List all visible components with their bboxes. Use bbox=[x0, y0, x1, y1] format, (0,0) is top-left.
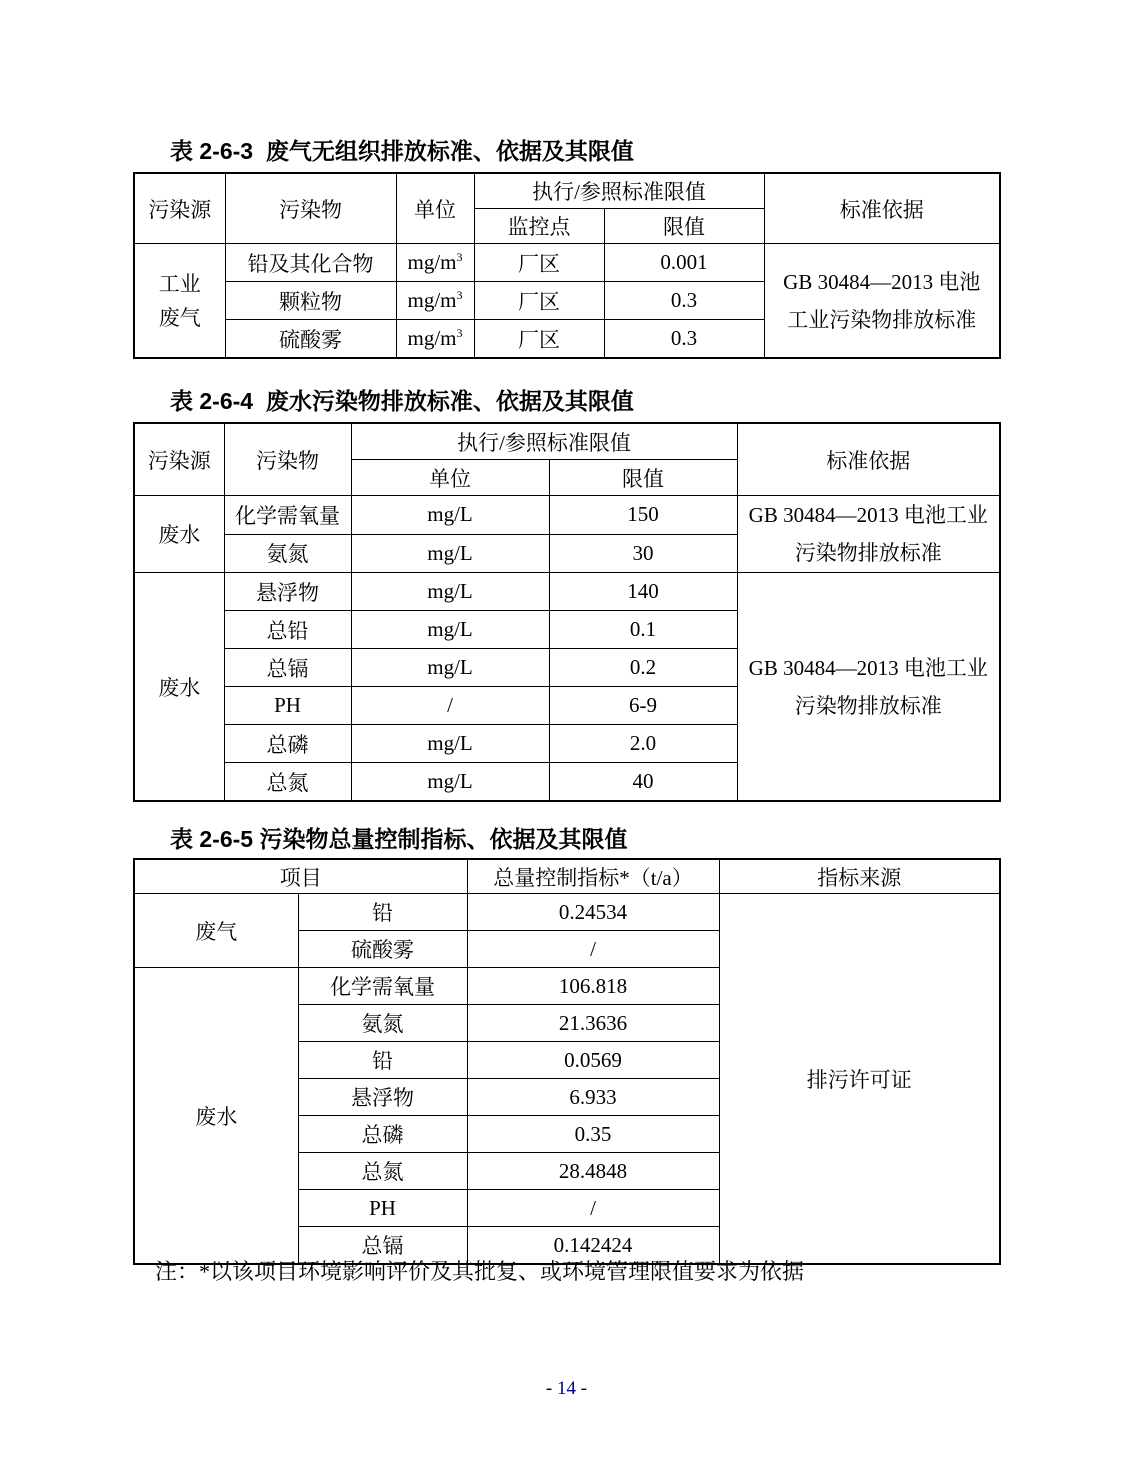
cell-limit: 30 bbox=[549, 534, 737, 573]
cell-pollutant: 总铅 bbox=[224, 611, 351, 649]
cell-pollutant: 悬浮物 bbox=[224, 573, 351, 611]
cell-pollutant: 氨氮 bbox=[224, 534, 351, 573]
cell-item: PH bbox=[298, 1190, 467, 1227]
basis-line: 工业污染物排放标准 bbox=[787, 307, 977, 332]
cell-item: 化学需氧量 bbox=[298, 968, 467, 1005]
cell-unit: mg/L bbox=[351, 534, 549, 573]
cell-pollutant: 颗粒物 bbox=[225, 282, 396, 320]
cell-pollutant: 总磷 bbox=[224, 725, 351, 763]
table-2-6-3-title: 表 2-6-3 废气无组织排放标准、依据及其限值 bbox=[170, 138, 634, 164]
table-2-6-3 bbox=[133, 172, 1001, 359]
unit-base: mg/m bbox=[407, 250, 457, 274]
cell-value: 0.35 bbox=[467, 1116, 719, 1153]
cell-unit bbox=[396, 320, 474, 359]
cell-unit: mg/L bbox=[351, 763, 549, 802]
cell-item: 铅 bbox=[298, 1042, 467, 1079]
header-basis: 标准依据 bbox=[737, 423, 1000, 496]
unit-superscript: 3 bbox=[456, 288, 463, 302]
unit-base: mg/m bbox=[407, 326, 457, 350]
header-limit-group: 执行/参照标准限值 bbox=[351, 423, 737, 460]
basis-line: GB 30484—2013 电池工业 bbox=[748, 655, 988, 680]
unit-superscript: 3 bbox=[456, 326, 463, 340]
header-monitor-point: 监控点 bbox=[474, 209, 604, 244]
cell-limit: 140 bbox=[549, 573, 737, 611]
header-basis: 标准依据 bbox=[764, 173, 1000, 244]
cell-unit: mg/L bbox=[351, 649, 549, 687]
header-limit-group: 执行/参照标准限值 bbox=[474, 173, 764, 209]
table-row bbox=[134, 894, 1000, 931]
cell-pollution-source: 废水 bbox=[134, 573, 224, 802]
unit-superscript: 3 bbox=[456, 250, 463, 264]
cell-limit: 0.1 bbox=[549, 611, 737, 649]
cell-pollution-source bbox=[134, 244, 225, 359]
cell-item: 氨氮 bbox=[298, 1005, 467, 1042]
table-header-row bbox=[134, 859, 1000, 894]
cell-value: 0.0569 bbox=[467, 1042, 719, 1079]
cell-pollutant: PH bbox=[224, 687, 351, 725]
source-line: 废气 bbox=[158, 305, 201, 330]
header-limit: 限值 bbox=[549, 460, 737, 496]
header-pollutant: 污染物 bbox=[224, 423, 351, 496]
table-row bbox=[134, 573, 1000, 611]
cell-item: 铅 bbox=[298, 894, 467, 931]
table-2-6-5 bbox=[133, 858, 1001, 1265]
header-pollution-source: 污染源 bbox=[134, 173, 225, 244]
cell-limit: 0.3 bbox=[604, 282, 764, 320]
header-pollution-source: 污染源 bbox=[134, 423, 224, 496]
cell-monitor-point: 厂区 bbox=[474, 244, 604, 282]
cell-value: 0.142424 bbox=[467, 1227, 719, 1265]
cell-item: 悬浮物 bbox=[298, 1079, 467, 1116]
cell-limit: 6-9 bbox=[549, 687, 737, 725]
cell-limit: 2.0 bbox=[549, 725, 737, 763]
table-2-6-4-title: 表 2-6-4 废水污染物排放标准、依据及其限值 bbox=[170, 388, 634, 414]
cell-pollution-source: 废水 bbox=[134, 496, 224, 573]
cell-pollutant: 总镉 bbox=[224, 649, 351, 687]
unit-base: mg/m bbox=[407, 288, 457, 312]
cell-category: 废水 bbox=[134, 968, 298, 1265]
cell-value: / bbox=[467, 931, 719, 968]
cell-item: 总镉 bbox=[298, 1227, 467, 1265]
header-indicator-source: 指标来源 bbox=[719, 859, 1000, 894]
header-pollutant: 污染物 bbox=[225, 173, 396, 244]
cell-value: / bbox=[467, 1190, 719, 1227]
basis-line: 污染物排放标准 bbox=[794, 541, 942, 565]
cell-value: 6.933 bbox=[467, 1079, 719, 1116]
cell-monitor-point: 厂区 bbox=[474, 282, 604, 320]
table-note: 注：*以该项目环境影响评价及其批复、或环境管理限值要求为依据 bbox=[155, 1259, 805, 1284]
cell-unit: / bbox=[351, 687, 549, 725]
cell-monitor-point: 厂区 bbox=[474, 320, 604, 359]
cell-item: 总磷 bbox=[298, 1116, 467, 1153]
page-number bbox=[0, 1378, 1133, 1400]
cell-standard-basis bbox=[737, 573, 1000, 802]
cell-value: 28.4848 bbox=[467, 1153, 719, 1190]
cell-unit: mg/L bbox=[351, 573, 549, 611]
cell-standard-basis bbox=[764, 244, 1000, 359]
header-item: 项目 bbox=[134, 859, 467, 894]
cell-unit bbox=[396, 244, 474, 282]
cell-indicator-source: 排污许可证 bbox=[719, 894, 1000, 1265]
cell-pollutant: 总氮 bbox=[224, 763, 351, 802]
header-unit: 单位 bbox=[351, 460, 549, 496]
basis-line: GB 30484—2013 电池工业 bbox=[748, 503, 988, 527]
cell-limit: 150 bbox=[549, 496, 737, 535]
cell-unit bbox=[396, 282, 474, 320]
cell-pollutant: 化学需氧量 bbox=[224, 496, 351, 535]
cell-pollutant: 硫酸雾 bbox=[225, 320, 396, 359]
cell-limit: 40 bbox=[549, 763, 737, 802]
page-number-dash: - bbox=[576, 1378, 588, 1399]
page-number-value: 14 bbox=[557, 1378, 576, 1399]
cell-item: 硫酸雾 bbox=[298, 931, 467, 968]
cell-limit: 0.001 bbox=[604, 244, 764, 282]
cell-value: 21.3636 bbox=[467, 1005, 719, 1042]
table-2-6-5-title: 表 2-6-5 污染物总量控制指标、依据及其限值 bbox=[170, 826, 628, 852]
cell-unit: mg/L bbox=[351, 725, 549, 763]
cell-value: 0.24534 bbox=[467, 894, 719, 931]
table-row bbox=[134, 496, 1000, 535]
basis-line: 污染物排放标准 bbox=[794, 693, 942, 718]
source-line: 工业 bbox=[158, 271, 201, 296]
table-header-row bbox=[134, 423, 1000, 460]
table-header-row bbox=[134, 173, 1000, 209]
cell-standard-basis bbox=[737, 496, 1000, 573]
table-row bbox=[134, 244, 1000, 282]
cell-category: 废气 bbox=[134, 894, 298, 968]
cell-value: 106.818 bbox=[467, 968, 719, 1005]
cell-item: 总氮 bbox=[298, 1153, 467, 1190]
header-total-control: 总量控制指标*（t/a） bbox=[467, 859, 719, 894]
basis-line: GB 30484—2013 电池 bbox=[783, 269, 981, 294]
header-limit: 限值 bbox=[604, 209, 764, 244]
cell-unit: mg/L bbox=[351, 496, 549, 535]
cell-limit: 0.2 bbox=[549, 649, 737, 687]
cell-limit: 0.3 bbox=[604, 320, 764, 359]
table-2-6-4 bbox=[133, 422, 1001, 802]
cell-unit: mg/L bbox=[351, 611, 549, 649]
page-number-dash: - bbox=[545, 1378, 557, 1399]
header-unit: 单位 bbox=[396, 173, 474, 244]
cell-pollutant: 铅及其化合物 bbox=[225, 244, 396, 282]
